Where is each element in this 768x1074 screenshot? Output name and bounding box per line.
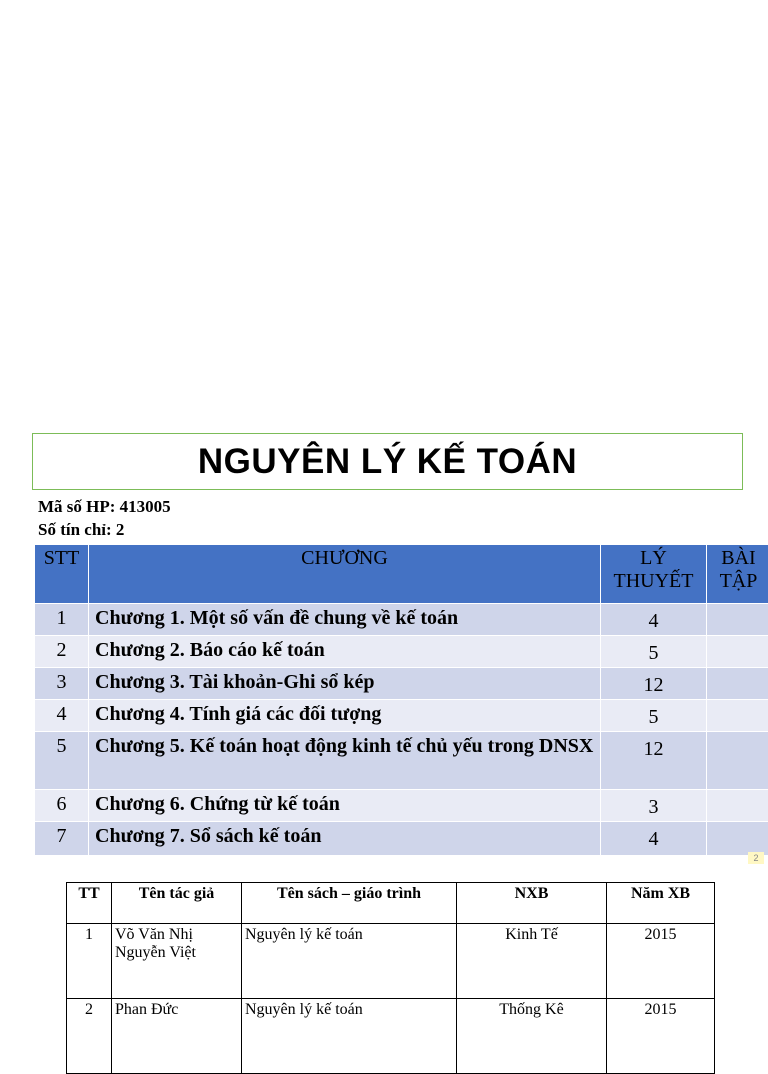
reference-publisher: Thống Kê — [457, 999, 607, 1074]
reference-table-header — [67, 883, 715, 924]
reference-year: 2015 — [607, 924, 715, 999]
chapter-row — [35, 790, 768, 822]
header-nam-xb: Năm XB — [607, 883, 715, 924]
page-title: NGUYÊN LÝ KẾ TOÁN — [198, 442, 577, 482]
chapter-row — [35, 700, 768, 732]
reference-table — [66, 882, 715, 1074]
chapter-ly-thuyet: 12 — [601, 668, 707, 700]
chapter-ly-thuyet: 3 — [601, 790, 707, 822]
chapter-table-header — [35, 545, 768, 604]
chapter-ly-thuyet: 12 — [601, 732, 707, 790]
title-box — [32, 433, 743, 490]
header-ten-sach: Tên sách – giáo trình — [242, 883, 457, 924]
chapter-row — [35, 732, 768, 790]
reference-book: Nguyên lý kế toán — [242, 999, 457, 1074]
reference-author: Phan Đức — [112, 999, 242, 1074]
chapter-ly-thuyet: 4 — [601, 822, 707, 856]
chapter-stt: 1 — [35, 604, 89, 636]
chapter-ly-thuyet: 4 — [601, 604, 707, 636]
chapter-table — [34, 544, 768, 856]
chapter-bai-tap — [707, 604, 768, 636]
chapter-title: Chương 3. Tài khoản-Ghi sổ kép — [89, 668, 601, 700]
reference-publisher: Kinh Tế — [457, 924, 607, 999]
chapter-ly-thuyet: 5 — [601, 636, 707, 668]
chapter-title: Chương 1. Một số vấn đề chung về kế toán — [89, 604, 601, 636]
chapter-stt: 2 — [35, 636, 89, 668]
chapter-bai-tap — [707, 700, 768, 732]
chapter-bai-tap — [707, 790, 768, 822]
chapter-title: Chương 6. Chứng từ kế toán — [89, 790, 601, 822]
reference-author: Võ Văn Nhị Nguyễn Việt — [112, 924, 242, 999]
header-nxb: NXB — [457, 883, 607, 924]
chapter-bai-tap — [707, 636, 768, 668]
header-bai-tap: BÀI TẬP — [707, 545, 768, 604]
header-tac-gia: Tên tác giả — [112, 883, 242, 924]
header-chuong: CHƯƠNG — [89, 545, 601, 604]
page-number: 2 — [748, 852, 764, 864]
header-ly-thuyet: LÝ THUYẾT — [601, 545, 707, 604]
chapter-bai-tap — [707, 822, 768, 856]
reference-row — [67, 924, 715, 999]
reference-book: Nguyên lý kế toán — [242, 924, 457, 999]
chapter-row — [35, 668, 768, 700]
reference-row — [67, 999, 715, 1074]
chapter-title: Chương 2. Báo cáo kế toán — [89, 636, 601, 668]
chapter-row — [35, 604, 768, 636]
chapter-stt: 7 — [35, 822, 89, 856]
reference-tt: 2 — [67, 999, 112, 1074]
chapter-stt: 4 — [35, 700, 89, 732]
chapter-row — [35, 636, 768, 668]
chapter-ly-thuyet: 5 — [601, 700, 707, 732]
chapter-stt: 5 — [35, 732, 89, 790]
reference-year: 2015 — [607, 999, 715, 1074]
reference-tt: 1 — [67, 924, 112, 999]
chapter-bai-tap — [707, 732, 768, 790]
course-code: Mã số HP: 413005 — [38, 497, 171, 517]
chapter-bai-tap — [707, 668, 768, 700]
chapter-stt: 6 — [35, 790, 89, 822]
chapter-title: Chương 5. Kế toán hoạt động kinh tế chủ yếu trong DNSX — [89, 732, 601, 790]
chapter-row — [35, 822, 768, 856]
chapter-stt: 3 — [35, 668, 89, 700]
header-tt: TT — [67, 883, 112, 924]
header-stt: STT — [35, 545, 89, 604]
course-credits: Số tín chỉ: 2 — [38, 520, 124, 540]
chapter-title: Chương 7. Sổ sách kế toán — [89, 822, 601, 856]
chapter-title: Chương 4. Tính giá các đối tượng — [89, 700, 601, 732]
